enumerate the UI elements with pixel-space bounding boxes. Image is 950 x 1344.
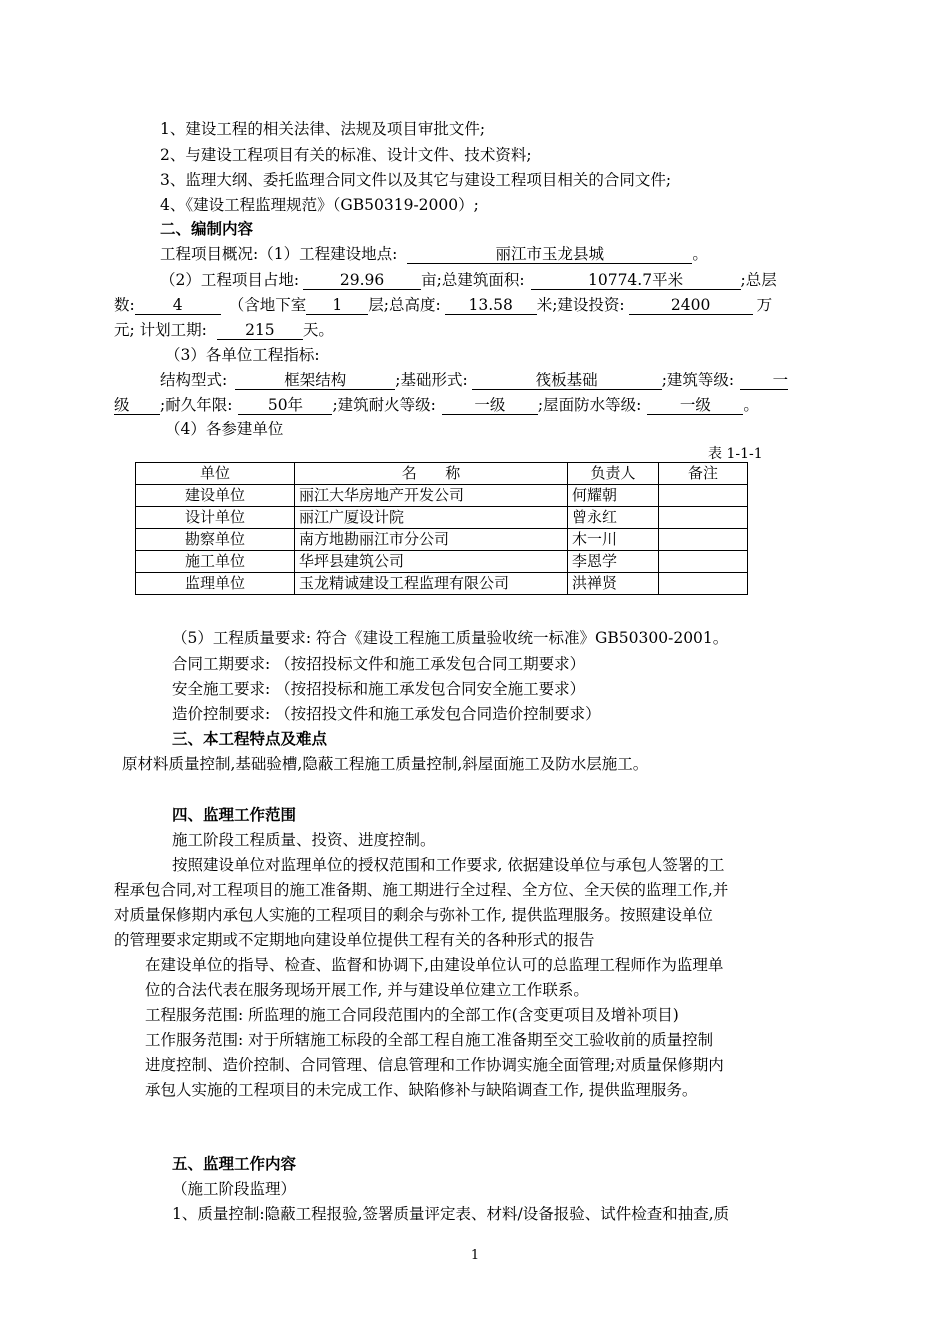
grade-value-part1: 一 xyxy=(740,371,788,390)
life-value: 50年 xyxy=(238,396,332,415)
area-label: （2）工程项目占地: xyxy=(160,271,300,289)
investment-value: 2400 xyxy=(629,296,753,315)
table-row xyxy=(136,573,748,595)
section5-heading: 五、监理工作内容 xyxy=(172,1154,297,1173)
floors-label2: 数: xyxy=(114,296,135,314)
life-label: ;耐久年限: xyxy=(160,396,233,414)
structure-label: 结构型式: xyxy=(160,371,228,389)
section4-line: 工程服务范围: 所监理的施工合同段范围内的全部工作(含变更项目及增补项目) xyxy=(145,1006,679,1024)
section4-line: 承包人实施的工程项目的未完成工作、缺陷修补与缺陷调查工作, 提供监理服务。 xyxy=(145,1081,698,1099)
section2-heading: 二、编制内容 xyxy=(160,219,254,238)
section3-heading: 三、本工程特点及难点 xyxy=(172,729,328,748)
basis-item-1: 1、建设工程的相关法律、法规及项目审批文件; xyxy=(160,120,486,138)
structure-line xyxy=(160,370,788,390)
duration-value: 215 xyxy=(217,321,303,340)
row-remark xyxy=(659,573,748,595)
period-end: 。 xyxy=(692,245,708,263)
row-leader: 曾永红 xyxy=(568,507,659,529)
page-number: 1 xyxy=(470,1248,480,1263)
height-label: 层;总高度: xyxy=(368,296,441,314)
day-unit: 天。 xyxy=(302,321,334,339)
table-number: 表 1-1-1 xyxy=(708,446,763,462)
header-name: 名 称 xyxy=(295,463,568,485)
building-area-value: 10774.7平米 xyxy=(531,271,741,290)
floors-value: 4 xyxy=(135,296,221,315)
row-leader: 洪禅贤 xyxy=(568,573,659,595)
section4-line: 在建设单位的指导、检查、监督和协调下,由建设单位认可的总监理工程师作为监理单 xyxy=(145,956,724,974)
area-unit: 亩;总建筑面积: xyxy=(421,271,525,289)
table-row xyxy=(136,507,748,529)
header-leader: 负责人 xyxy=(568,463,659,485)
table-header-row xyxy=(136,463,748,485)
schedule-requirement: 合同工期要求: （按招投标文件和施工承发包合同工期要求） xyxy=(172,655,586,673)
row-remark xyxy=(659,485,748,507)
overview-line xyxy=(160,244,708,264)
row-name: 丽江大华房地产开发公司 xyxy=(295,485,568,507)
grade-value-part2: 级 xyxy=(114,396,160,415)
foundation-value: 筏板基础 xyxy=(472,371,662,390)
section4-line: 工作服务范围: 对于所辖施工标段的全部工程自施工准备期至交工验收前的质量控制 xyxy=(145,1031,714,1049)
height-value: 13.58 xyxy=(445,296,537,315)
floors-line xyxy=(114,295,772,315)
location-value: 丽江市玉龙县城 xyxy=(407,245,692,264)
basis-item-2: 2、与建设工程项目有关的标准、设计文件、技术资料; xyxy=(160,146,532,164)
row-remark xyxy=(659,507,748,529)
row-leader: 何耀朝 xyxy=(568,485,659,507)
section4-line: 按照建设单位对监理单位的授权范围和工作要求, 依据建设单位与承包人签署的工 xyxy=(172,856,725,874)
section4-line: 进度控制、造价控制、合同管理、信息管理和工作协调实施全面管理;对质量保修期内 xyxy=(145,1056,724,1074)
row-unit: 监理单位 xyxy=(136,573,295,595)
fire-value: 一级 xyxy=(442,396,538,415)
wan-unit: 万 xyxy=(756,296,773,314)
row-remark xyxy=(659,551,748,573)
header-unit: 单位 xyxy=(136,463,295,485)
row-unit: 建设单位 xyxy=(136,485,295,507)
safety-requirement: 安全施工要求: （按招投标和施工承发包合同安全施工要求） xyxy=(172,680,586,698)
row-name: 丽江广厦设计院 xyxy=(295,507,568,529)
row-name: 玉龙精诚建设工程监理有限公司 xyxy=(295,573,568,595)
basement-value: 1 xyxy=(306,296,368,315)
section4-heading: 四、监理工作范围 xyxy=(172,805,297,824)
indicators-label: （3）各单位工程指标: xyxy=(165,346,320,364)
row-unit: 施工单位 xyxy=(136,551,295,573)
area-line xyxy=(160,270,777,290)
roof-label: ;屋面防水等级: xyxy=(537,396,642,414)
section4-line: 对质量保修期内承包人实施的工程项目的剩余与弥补工作, 提供监理服务。按照建设单位 xyxy=(114,906,713,924)
section5-item1: 1、质量控制:隐蔽工程报验,签署质量评定表、材料/设备报验、试件检查和抽查,质 xyxy=(172,1205,730,1223)
yuan-label: 元; 计划工期: xyxy=(114,321,207,339)
structure-value: 框架结构 xyxy=(235,371,395,390)
section4-line: 施工阶段工程质量、投资、进度控制。 xyxy=(172,831,436,849)
units-table xyxy=(135,462,748,595)
roof-value: 一级 xyxy=(647,396,743,415)
overview-label: 工程项目概况:（1）工程建设地点: xyxy=(160,245,398,263)
row-name: 华坪县建筑公司 xyxy=(295,551,568,573)
grade-label: ;建筑等级: xyxy=(661,371,735,389)
cost-requirement: 造价控制要求: （按招投文件和施工承发包合同造价控制要求） xyxy=(172,705,601,723)
section4-line: 程承包合同,对工程项目的施工准备期、施工期进行全过程、全方位、全天侯的监理工作,并 xyxy=(114,881,729,899)
section4-line: 的管理要求定期或不定期地向建设单位提供工程有关的各种形式的报告 xyxy=(114,931,595,949)
invest-label: 米;建设投资: xyxy=(536,296,625,314)
table-row xyxy=(136,529,748,551)
section4-line: 位的合法代表在服务现场开展工作, 并与建设单位建立工作联系。 xyxy=(145,981,589,999)
fire-label: ;建筑耐火等级: xyxy=(332,396,436,414)
row-unit: 设计单位 xyxy=(136,507,295,529)
floors-label: ;总层 xyxy=(740,271,777,289)
table-row xyxy=(136,551,748,573)
row-leader: 李恩学 xyxy=(568,551,659,573)
section3-text: 原材料质量控制,基础验槽,隐蔽工程施工质量控制,斜屋面施工及防水层施工。 xyxy=(122,755,649,773)
area-value: 29.96 xyxy=(303,271,421,290)
row-remark xyxy=(659,529,748,551)
basis-item-3: 3、监理大纲、委托监理合同文件以及其它与建设工程项目相关的合同文件; xyxy=(160,171,672,189)
row-leader: 木一川 xyxy=(568,529,659,551)
duration-line xyxy=(114,320,334,340)
row-name: 南方地勘丽江市分公司 xyxy=(295,529,568,551)
header-remark: 备注 xyxy=(659,463,748,485)
row-unit: 勘察单位 xyxy=(136,529,295,551)
basis-item-4: 4、《建设工程监理规范》（GB50319-2000）; xyxy=(160,196,479,214)
foundation-label: ;基础形式: xyxy=(395,371,468,389)
table-row xyxy=(136,485,748,507)
section5-stage: （施工阶段监理） xyxy=(172,1180,297,1198)
basement-label: （含地下室 xyxy=(228,296,307,314)
participants-label: （4）各参建单位 xyxy=(165,420,284,438)
quality-requirement: （5）工程质量要求: 符合《建设工程施工质量验收统一标准》GB50300-2001。 xyxy=(172,629,729,647)
life-line: 级 ;耐久年限: 50年 ;建筑耐火等级: 一级 ;屋面防水等级: 一级 。 xyxy=(114,396,759,414)
